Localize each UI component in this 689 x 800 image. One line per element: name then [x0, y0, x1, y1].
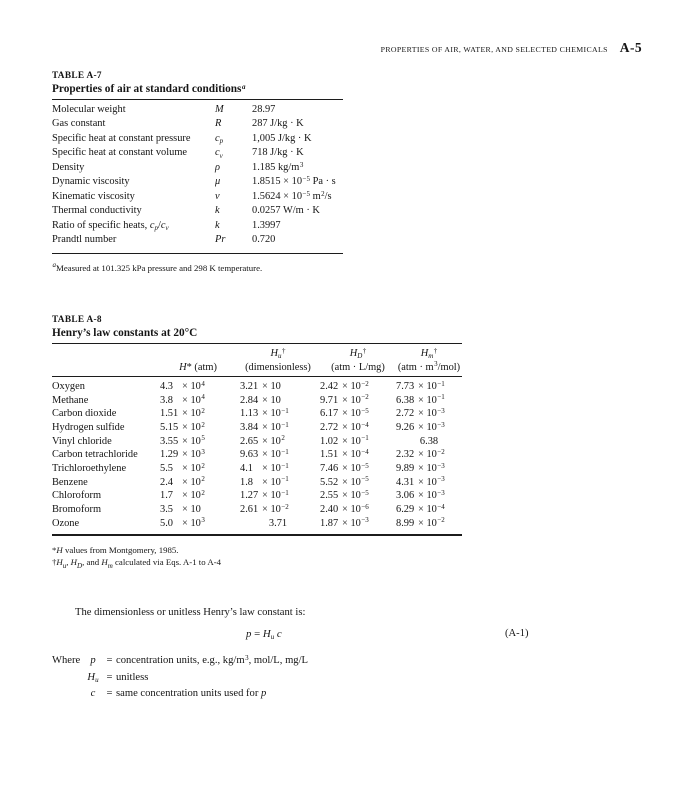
- chemical-name: Carbon tetrachloride: [52, 449, 138, 461]
- constant-value: $6.17 \times 10^{-5}$: [320, 407, 369, 420]
- table-row: [52, 380, 462, 394]
- chemical-name: Benzene: [52, 476, 88, 488]
- property-name: Density: [52, 161, 85, 173]
- constant-value: $3.06 \times 10^{-3}$: [396, 489, 445, 502]
- table-a8-title: Henry’s law constants at 20°C: [52, 327, 198, 339]
- constant-value: $2.61 \times 10^{-2}$: [240, 502, 289, 515]
- constant-value: 6.38: [419, 435, 439, 447]
- column-header-units: (atm · L/mg): [331, 361, 385, 373]
- table-a7-footnote: $^a$Measured at 101.325 kPa pressure and 298 K temperature.: [52, 261, 263, 273]
- constant-value: $9.89 \times 10^{-3}$: [396, 461, 445, 474]
- column-header: [396, 347, 462, 374]
- property-value: $1.8515 \times 10^{-5}$ Pa · s: [252, 175, 336, 188]
- constant-value: $7.46 \times 10^{-5}$: [320, 461, 369, 474]
- table-row: [52, 190, 343, 204]
- column-header-units: H* (atm): [179, 361, 217, 373]
- table-row: [52, 175, 343, 189]
- table-row: [52, 462, 462, 476]
- definition-symbol: p: [90, 655, 96, 666]
- constant-value: $1.7 \times 10^2$: [160, 489, 205, 502]
- column-header: [236, 347, 316, 374]
- definition-symbol: c: [90, 688, 96, 699]
- definition-text: same concentration units used for p: [116, 688, 267, 699]
- constant-value: $2.55 \times 10^{-5}$: [320, 489, 369, 502]
- constant-value: $6.29 \times 10^{-4}$: [396, 502, 445, 515]
- equation-a1: $p = H_u$ c: [246, 628, 282, 642]
- constant-value: $8.99 \times 10^{-2}$: [396, 516, 445, 529]
- column-header-chemical: [52, 347, 158, 374]
- constant-value: $1.13 \times 10^{-1}$: [240, 407, 289, 420]
- column-header-symbol: [160, 347, 236, 361]
- equals-sign: =: [106, 671, 113, 683]
- constant-value: $1.51 \times 10^{-4}$: [320, 448, 369, 461]
- constant-value: $2.72 \times 10^{-3}$: [396, 407, 445, 420]
- table-row: [52, 476, 462, 490]
- constant-value: 3.71: [268, 517, 288, 529]
- page-number: A-5: [619, 40, 642, 55]
- property-value: 28.97: [252, 104, 276, 115]
- constant-value: $3.8 \times 10^4$: [160, 393, 205, 406]
- constant-value: $4.3 \times 10^4$: [160, 379, 205, 392]
- chemical-name: Vinyl chloride: [52, 435, 112, 447]
- table-a7-rows: [52, 100, 343, 250]
- table-row: [52, 103, 343, 117]
- table-row: [52, 435, 462, 449]
- equals-sign: =: [106, 655, 113, 666]
- property-symbol: $c_p$: [215, 132, 224, 146]
- constant-value: $3.84 \times 10^{-1}$: [240, 420, 289, 433]
- constant-value: $2.42 \times 10^{-2}$: [320, 379, 369, 392]
- property-name: Ratio of specific heats, $c_p/c_v$: [52, 219, 169, 232]
- table-row: [52, 117, 343, 131]
- property-value: 1.3997: [252, 219, 281, 231]
- column-header-units: $(atm \cdot m^3/mol)$: [397, 360, 461, 373]
- table-a8-footnotes: [52, 544, 462, 568]
- column-header: [316, 347, 396, 374]
- constant-value: $2.72 \times 10^{-4}$: [320, 420, 369, 433]
- column-header-symbol: $H_m^\dagger$: [420, 346, 438, 361]
- constant-value: $9.71 \times 10^{-2}$: [320, 393, 369, 406]
- property-value: 718 J/kg · K: [252, 147, 304, 159]
- definition-symbol: $H_u$: [87, 671, 99, 684]
- constant-value: $5.15 \times 10^2$: [160, 420, 205, 433]
- property-symbol: M: [215, 104, 224, 115]
- where-label: Where: [52, 655, 81, 666]
- table-row: [52, 407, 462, 421]
- constant-value: 3.21 × 10: [240, 381, 281, 392]
- property-symbol: ρ: [215, 161, 220, 173]
- property-symbol: k: [215, 219, 220, 231]
- constant-value: $1.02 \times 10^{-1}$: [320, 434, 369, 447]
- table-row: [52, 503, 462, 517]
- property-value: 0.0257 W/m · K: [252, 205, 320, 217]
- constant-value: $4.31 \times 10^{-3}$: [396, 475, 445, 488]
- table-a8-rows: [52, 377, 462, 534]
- constant-value: $5.0 \times 10^3$: [160, 516, 205, 529]
- constant-value: $1.87 \times 10^{-3}$: [320, 516, 369, 529]
- constant-value: $7.73 \times 10^{-1}$: [396, 379, 445, 392]
- equation-row: [0, 628, 689, 644]
- definition-line: [52, 686, 308, 703]
- constant-value: $2.65 \times 10^2$: [240, 434, 285, 447]
- property-value: 1,005 J/kg · K: [252, 132, 312, 144]
- chemical-name: Trichloroethylene: [52, 462, 127, 474]
- equation-number: (A-1): [505, 628, 529, 639]
- constant-value: $4.1 \times 10^{-1}$: [240, 461, 289, 474]
- definition-line: [52, 670, 308, 687]
- property-name: Specific heat at constant pressure: [52, 132, 191, 144]
- table-a7-title: Properties of air at standard conditions$^a$: [52, 82, 246, 95]
- constant-value: $5.5 \times 10^2$: [160, 461, 205, 474]
- table-a8-bottom-rule: [52, 534, 462, 536]
- property-symbol: μ: [215, 176, 221, 188]
- property-symbol: $c_v$: [215, 147, 223, 160]
- table-row: [52, 204, 343, 218]
- table-a8-column-headers: [52, 344, 462, 376]
- constant-value: 2.84 × 10: [240, 394, 281, 406]
- table-row: [52, 161, 343, 175]
- chemical-name: Oxygen: [52, 381, 85, 392]
- constant-value: $6.38 \times 10^{-1}$: [396, 393, 445, 406]
- table-row: [52, 132, 343, 146]
- table-row: [52, 394, 462, 408]
- table-row: [52, 517, 462, 531]
- definition-line: [52, 653, 308, 670]
- property-symbol: ν: [215, 190, 220, 202]
- constant-value: $2.4 \times 10^2$: [160, 475, 205, 488]
- where-block: [52, 653, 308, 703]
- constant-value: $1.51 \times 10^2$: [160, 407, 205, 420]
- constant-value: $1.27 \times 10^{-1}$: [240, 489, 289, 502]
- chemical-name: Methane: [52, 394, 89, 406]
- constant-value: $5.52 \times 10^{-5}$: [320, 475, 369, 488]
- intro-paragraph: The dimensionless or unitless Henry’s law constant is:: [75, 607, 306, 618]
- table-row: [52, 448, 462, 462]
- table-row: [52, 421, 462, 435]
- where-label: [52, 686, 83, 703]
- property-value: 0.720: [252, 234, 276, 246]
- footnote-line: $\dagger H_u$, $H_D$, and $H_m$ calculated via Eqs. A-1 to A-4: [52, 557, 222, 570]
- table-a7-label: TABLE A-7: [52, 71, 102, 81]
- property-name: Prandtl number: [52, 234, 117, 246]
- table-a8: [52, 315, 462, 569]
- chemical-name: Hydrogen sulfide: [52, 421, 125, 433]
- property-name: Dynamic viscosity: [52, 176, 130, 188]
- table-a8-label: TABLE A-8: [52, 315, 102, 325]
- running-header: [381, 40, 642, 56]
- equals-sign: =: [106, 688, 113, 699]
- property-value: 1.185 $kg/m^3$: [252, 160, 304, 173]
- definition-text: concentration units, e.g., $kg/m^3$, mol/L, mg/L: [116, 653, 309, 666]
- footnote-line: *H values from Montgomery, 1985.: [52, 545, 179, 556]
- definition-text: unitless: [116, 671, 149, 683]
- constant-value: $9.63 \times 10^{-1}$: [240, 448, 289, 461]
- constant-value: $1.8 \times 10^{-1}$: [240, 475, 289, 488]
- constant-value: $2.32 \times 10^{-2}$: [396, 448, 445, 461]
- table-row: [52, 146, 343, 160]
- column-header-symbol: $H_u^\dagger$: [270, 346, 286, 361]
- chemical-name: Ozone: [52, 517, 80, 529]
- table-row: [52, 489, 462, 503]
- table-row: [52, 233, 343, 247]
- constant-value: $9.26 \times 10^{-3}$: [396, 420, 445, 433]
- constant-value: $1.29 \times 10^3$: [160, 448, 205, 461]
- table-a7-bottom-rule: [52, 253, 343, 254]
- running-header-title: PROPERTIES OF AIR, WATER, AND SELECTED CHEMICALS: [380, 45, 608, 54]
- property-value: 287 J/kg · K: [252, 118, 304, 130]
- column-header: [158, 347, 236, 374]
- column-header-symbol: $H_D^\dagger$: [349, 346, 367, 361]
- constant-value: $3.55 \times 10^5$: [160, 434, 205, 447]
- chemical-name: Chloroform: [52, 490, 102, 502]
- chemical-name: Carbon dioxide: [52, 408, 117, 420]
- property-name: Thermal conductivity: [52, 205, 142, 217]
- property-symbol: Pr: [215, 234, 226, 246]
- column-header-units: (dimensionless): [245, 361, 311, 373]
- property-name: Molecular weight: [52, 104, 126, 115]
- table-a7: [52, 71, 343, 274]
- property-value: $1.5624 \times 10^{-5}$ $m^2/s$: [252, 189, 332, 202]
- property-symbol: k: [215, 205, 220, 217]
- constant-value: 3.5 × 10: [160, 503, 201, 515]
- where-label: [52, 670, 83, 687]
- property-name: Kinematic viscosity: [52, 190, 135, 202]
- property-symbol: R: [215, 118, 222, 130]
- table-row: [52, 219, 343, 233]
- property-name: Specific heat at constant volume: [52, 147, 188, 159]
- property-name: Gas constant: [52, 118, 106, 130]
- chemical-name: Bromoform: [52, 503, 102, 515]
- constant-value: $2.40 \times 10^{-6}$: [320, 502, 369, 515]
